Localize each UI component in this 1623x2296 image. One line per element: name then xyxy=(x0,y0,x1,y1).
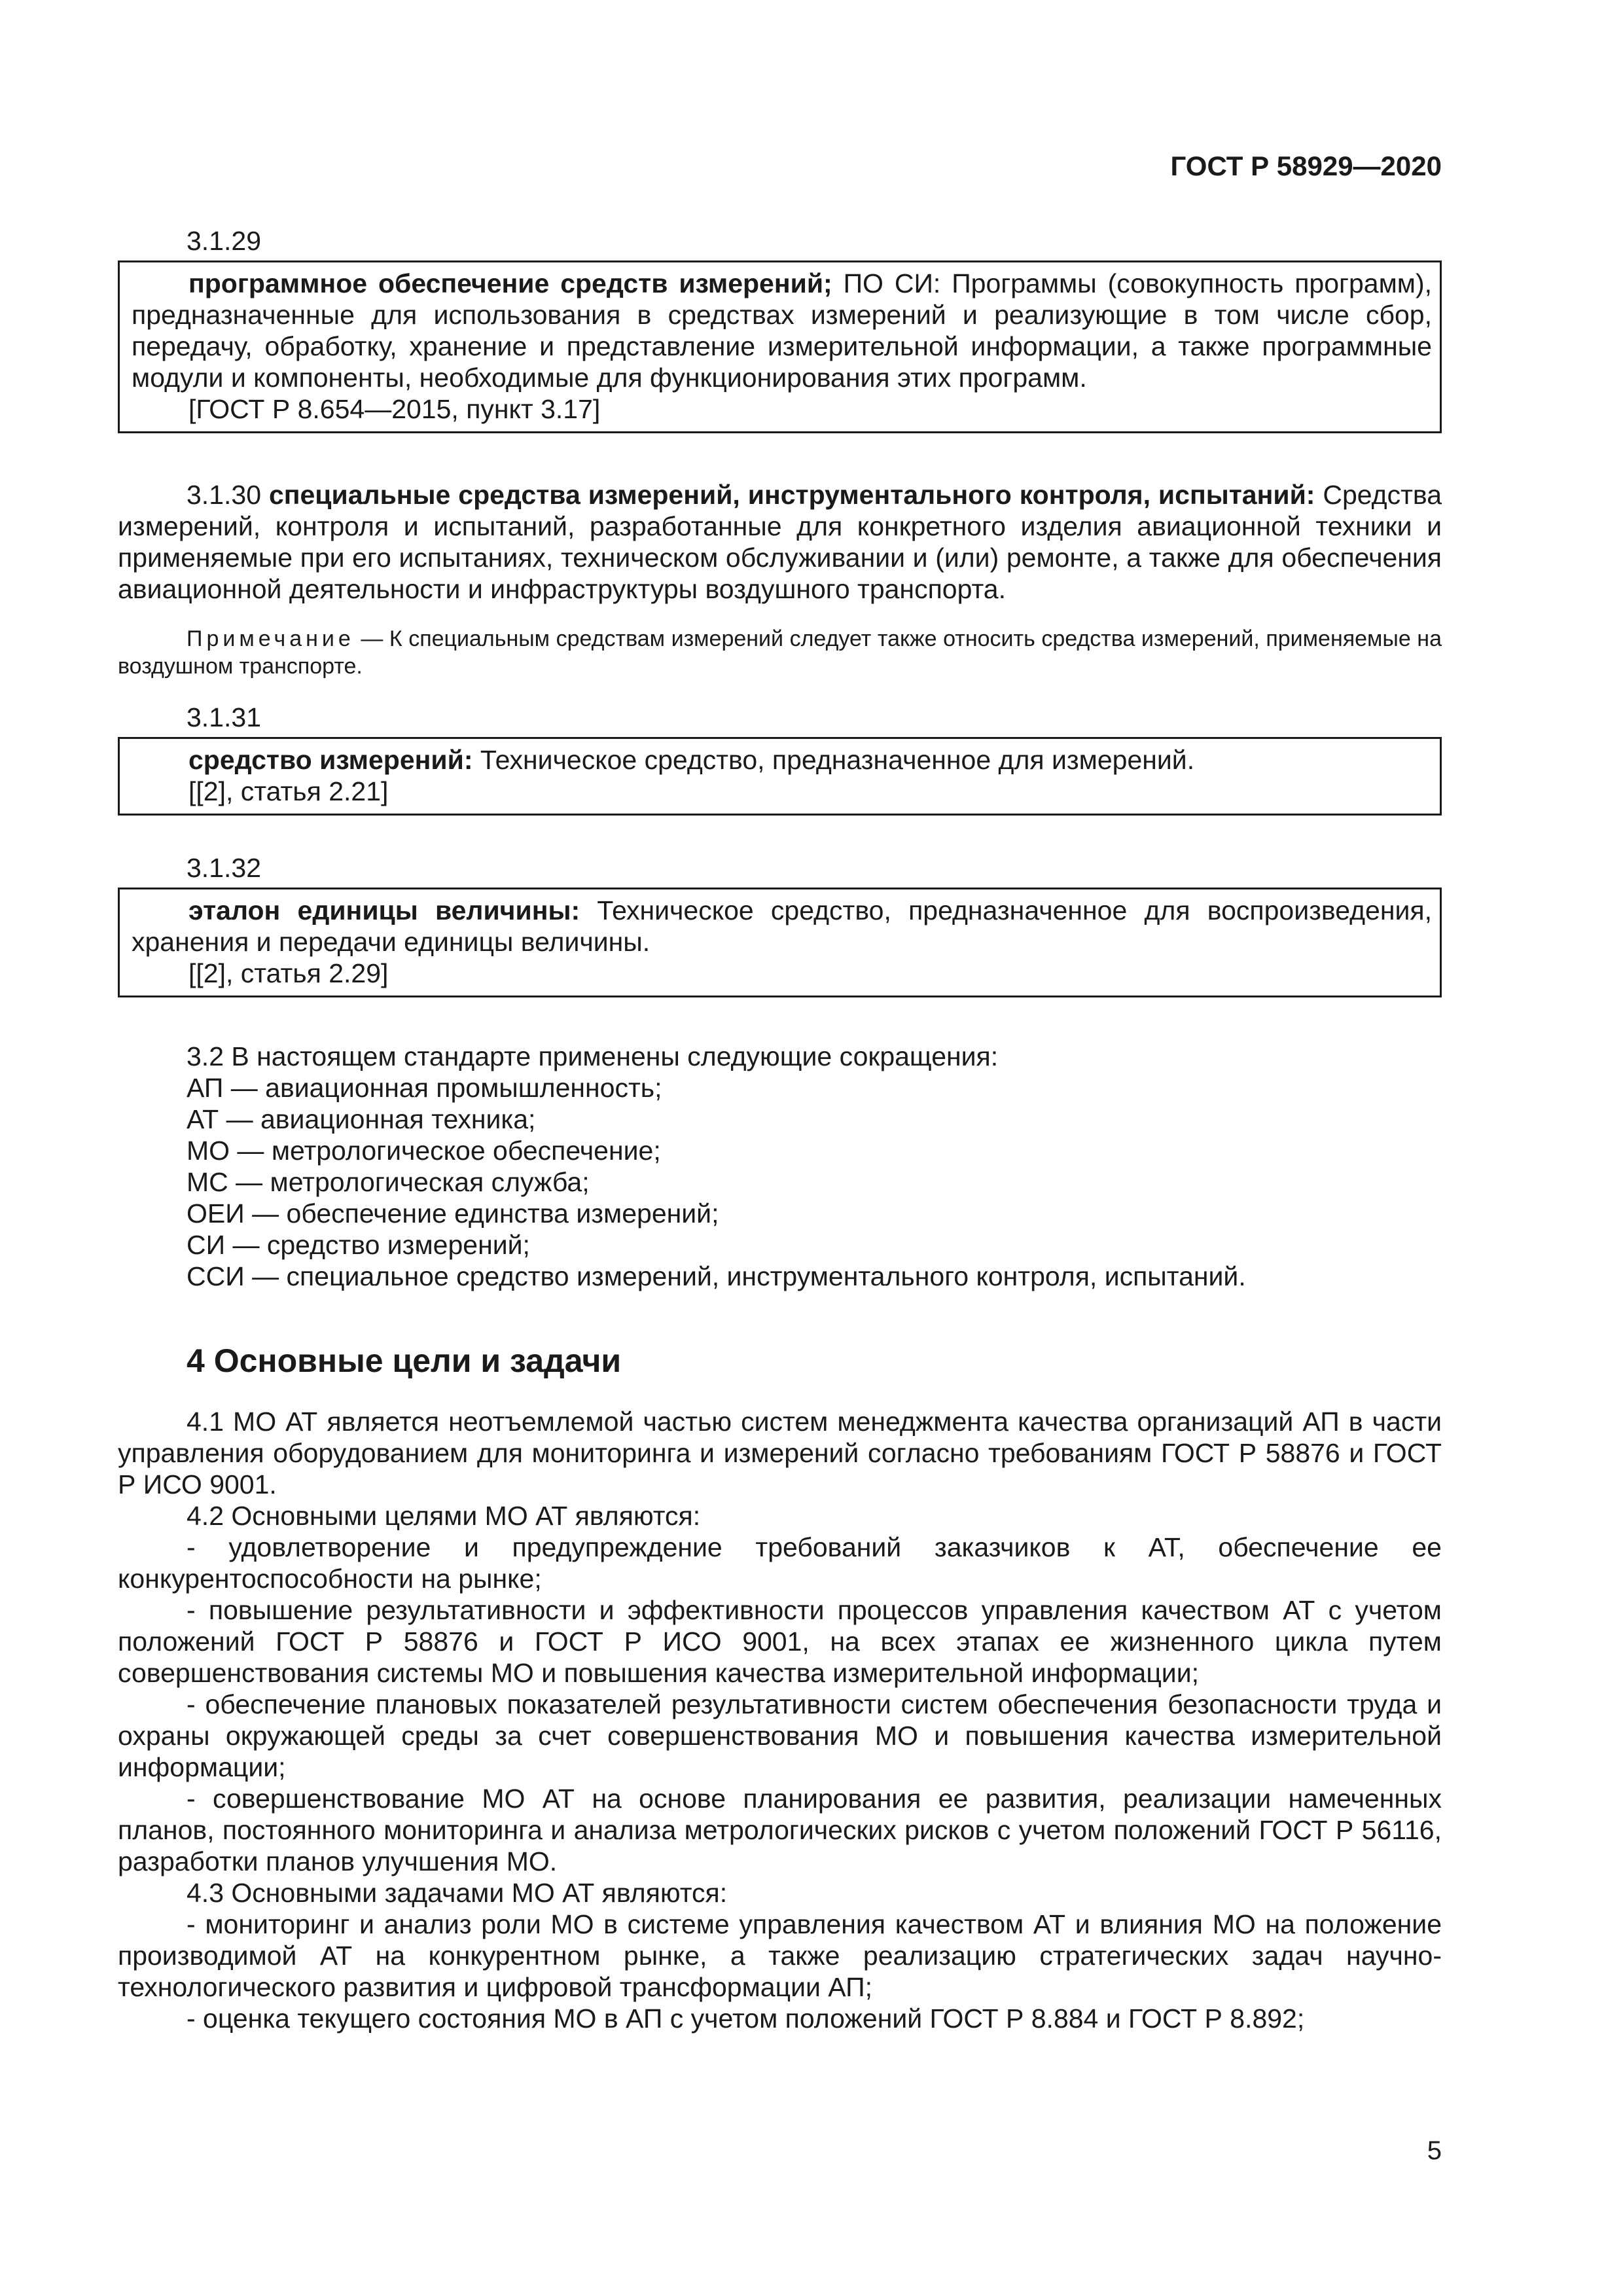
term-text: Техническое средство, предназначенное для воспроизведения, хранения и передачи единицы величины. xyxy=(132,895,1432,957)
term-name: средство измерений: xyxy=(188,745,473,775)
term-definition xyxy=(132,268,1432,393)
term-name: программное обеспечение средств измерений; xyxy=(188,268,832,298)
term-box-3-1-31 xyxy=(118,737,1442,816)
term-3-1-30 xyxy=(118,479,1442,605)
abbreviation-item: МС — метрологическая служба; xyxy=(187,1167,590,1197)
document-page xyxy=(118,0,1442,2296)
abbreviation-item: МО — метрологическое обеспечение; xyxy=(187,1136,661,1166)
abbreviation-item: АП — авиационная промышленность; xyxy=(187,1073,662,1103)
paragraph-4-2: 4.2 Основными целями МО АТ являются: xyxy=(187,1501,701,1531)
term-box-3-1-29 xyxy=(118,260,1442,433)
paragraph-4-3: 4.3 Основными задачами МО АТ являются: xyxy=(187,1878,728,1908)
term-text: ПО СИ: Программы (совокупность программ), предназначенные для использования в средствах измерений и реализующие в том числе сбор, передачу, обработку, хранение и представление измерительной информации, а также программные модули и компоненты, необходимые для функционирования этих программ. xyxy=(132,268,1432,393)
term-text: Средства измерений, контроля и испытаний, разработанные для конкретного изделия авиационной техники и применяемые при его испытаниях, техническом обслуживании и (или) ремонте, а также для обеспечения авиационной деятельности и инфраструктуры воздушного транспорта. xyxy=(118,480,1442,604)
paragraph-4-1: 4.1 МО АТ является неотъемлемой частью систем менеджмента качества организаций АП в части управления оборудованием для мониторинга и измерений согласно требованиям ГОСТ Р 58876 и ГОСТ Р ИСО 9001. xyxy=(118,1407,1442,1499)
term-source: [[2], статья 2.21] xyxy=(188,776,389,806)
note-3-1-30 xyxy=(118,625,1442,680)
term-number: 3.1.32 xyxy=(187,853,261,883)
section-heading: 4 Основные цели и задачи xyxy=(187,1342,622,1379)
term-definition xyxy=(132,895,1432,958)
term-name: специальные средства измерений, инструментального контроля, испытаний: xyxy=(268,480,1315,510)
term-name: эталон единицы величины: xyxy=(188,895,580,925)
list-item-task: - мониторинг и анализ роли МО в системе управления качеством АТ и влияния МО на положение производимой АТ на конкурентном рынке, а также реализацию стратегических задач научно-технологического развития и цифровой трансформации АП; xyxy=(118,1909,1442,2002)
list-item-task: - оценка текущего состояния МО в АП с учетом положений ГОСТ Р 8.884 и ГОСТ Р 8.892; xyxy=(187,2003,1305,2034)
section-4-body xyxy=(118,1406,1442,2034)
term-number: 3.1.29 xyxy=(187,226,261,256)
abbreviation-item: ОЕИ — обеспечение единства измерений; xyxy=(187,1198,719,1229)
abbreviations-intro: 3.2 В настоящем стандарте применены следующие сокращения: xyxy=(187,1041,999,1071)
term-number: 3.1.31 xyxy=(187,702,261,732)
note-text xyxy=(118,625,1442,680)
list-item-goal: - совершенствование МО АТ на основе планирования ее развития, реализации намеченных планов, постоянного мониторинга и анализа метрологических рисков с учетом положений ГОСТ Р 56116, разработки планов улучшения МО. xyxy=(118,1784,1442,1876)
term-box-3-1-32 xyxy=(118,888,1442,997)
abbreviation-item: ССИ — специальное средство измерений, инструментального контроля, испытаний. xyxy=(187,1261,1246,1291)
term-source: [[2], статья 2.29] xyxy=(188,958,389,988)
page-number: 5 xyxy=(1427,2136,1442,2165)
note-body: — К специальным средствам измерений следует также относить средства измерений, применяемые на воздушном транспорте. xyxy=(118,626,1442,679)
term-definition xyxy=(132,744,1432,776)
list-item-goal: - повышение результативности и эффективности процессов управления качеством АТ с учетом положений ГОСТ Р 58876 и ГОСТ Р ИСО 9001, на всех этапах ее жизненного цикла путем совершенствования системы МО и повышения качества измерительной информации; xyxy=(118,1595,1442,1688)
note-label: Примечание xyxy=(187,626,355,651)
list-item-goal: - удовлетворение и предупреждение требований заказчиков к АТ, обеспечение ее конкурентоспособности на рынке; xyxy=(118,1532,1442,1594)
document-code: ГОСТ Р 58929—2020 xyxy=(1170,151,1442,181)
abbreviation-item: СИ — средство измерений; xyxy=(187,1230,530,1260)
term-source: [ГОСТ Р 8.654—2015, пункт 3.17] xyxy=(188,394,601,424)
abbreviations-block xyxy=(118,1041,1442,1292)
term-text: Техническое средство, предназначенное для измерений. xyxy=(473,745,1195,775)
term-number: 3.1.30 xyxy=(187,480,269,510)
abbreviation-item: АТ — авиационная техника; xyxy=(187,1104,536,1134)
term-definition xyxy=(118,479,1442,605)
list-item-goal: - обеспечение плановых показателей результативности систем обеспечения безопасности труда и охраны окружающей среды за счет совершенствования МО и повышения качества измерительной информации; xyxy=(118,1689,1442,1782)
